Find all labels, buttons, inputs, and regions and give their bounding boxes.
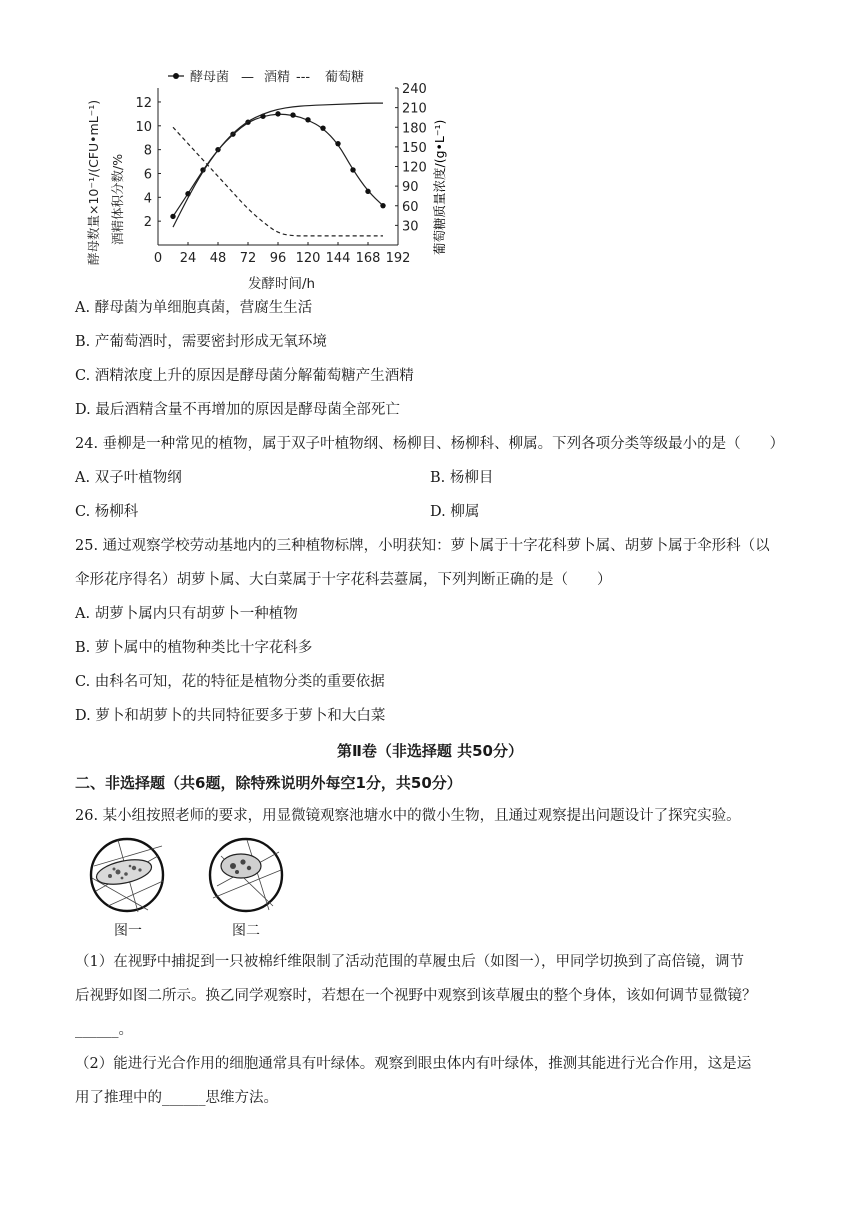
section-title: 第Ⅱ卷（非选择题 共50分） [337,742,523,760]
q24-option-d: D. 柳属 [430,504,480,520]
x-tick-label: 120 [295,251,321,266]
y-label-left-1: 酵母数量×10⁻¹/(CFU•mL⁻¹) [86,99,101,265]
q23-option-b: B. 产葡萄酒时，需要密封形成无氧环境 [75,334,327,350]
y-left-tick-label: 6 [143,167,152,183]
yeast-data-point [290,112,295,117]
x-tick-label: 72 [239,251,257,266]
yeast-data-point [170,214,175,219]
series-line-yeast [173,114,383,216]
q24-stem: 24. 垂柳是一种常见的植物，属于双子叶植物纲、杨柳目、杨柳科、柳属。下列各项分类等级最小的是（ ） [75,436,785,452]
microscope-view-1 [88,836,166,914]
yeast-data-point [320,125,325,130]
figure-1-caption: 图一 [114,923,142,939]
q26-p2-line1: （2）能进行光合作用的细胞通常具有叶绿体。观察到眼虫体内有叶绿体，推测其能进行光合作用，这是运 [75,1056,752,1072]
q26-stem: 26. 某小组按照老师的要求，用显微镜观察池塘水中的微小生物，且通过观察提出问题设计了探究实验。 [75,808,741,824]
y-right-tick-label: 30 [402,219,419,235]
q25-option-c: C. 由科名可知，花的特征是植物分类的重要依据 [75,674,385,690]
fermentation-chart [80,60,430,295]
q24-option-b: B. 杨柳目 [430,470,494,486]
chart-series [170,103,385,236]
legend-glucose: 葡萄糖 [325,70,365,85]
y-left-tick-label: 12 [135,95,152,111]
microscope-view-2 [207,836,285,914]
q26-p2-line2: 用了推理中的______思维方法。 [75,1090,278,1106]
y-label-right-text: 葡萄糖质量浓度/(g•L⁻¹) [432,119,447,255]
x-tick-label: 96 [269,251,287,266]
y-right-tick-label: 150 [402,140,427,156]
y-right-tick-label: 90 [402,180,419,196]
y-label-left-2: 酒精体积分数/% [110,153,125,245]
yeast-data-point [275,111,280,116]
q26-p1-answer-blank: ______。 [75,1022,133,1038]
y-left-ticks [135,96,161,230]
legend-yeast: 酵母菌 [190,70,230,85]
x-tick-label: 24 [179,251,197,266]
y-left-tick-label: 2 [143,215,152,231]
y-right-tick-label: 60 [402,199,419,215]
q25-option-a: A. 胡萝卜属内只有胡萝卜一种植物 [75,606,298,622]
y-left-tick-label: 10 [135,119,152,135]
x-ticks [154,242,411,266]
q25-option-b: B. 萝卜属中的植物种类比十字花科多 [75,640,313,656]
q25-option-d: D. 萝卜和胡萝卜的共同特征要多于萝卜和大白菜 [75,708,386,724]
legend-sep-1: — [241,70,254,85]
x-tick-label: 168 [355,251,381,266]
right-axis-label-box [428,60,460,295]
q23-option-d: D. 最后酒精含量不再增加的原因是酵母菌全部死亡 [75,402,400,418]
chart-legend [168,69,364,85]
series-line-glucose [173,127,383,236]
y-right-ticks [395,82,427,234]
y-right-tick-label: 210 [402,101,427,117]
q24-option-a: A. 双子叶植物纲 [75,470,182,486]
x-tick-label: 144 [325,251,351,266]
q26-p1-line2: 后视野如图二所示。换乙同学观察时，若想在一个视野中观察到该草履虫的整个身体，该如何调节显微镜？ [75,988,757,1004]
y-right-tick-label: 120 [402,160,427,176]
x-tick-label: 192 [385,251,411,266]
series-line-alcohol [173,103,383,227]
y-left-tick-label: 8 [143,143,152,159]
x-tick-label: 48 [209,251,227,266]
yeast-data-point [335,141,340,146]
section-subtitle: 二、非选择题（共6题，除特殊说明外每空1分，共50分） [75,774,462,792]
yeast-data-point [350,167,355,172]
q23-option-a: A. 酵母菌为单细胞真菌，营腐生生活 [75,300,313,316]
yeast-data-point [305,117,310,122]
q25-stem-line2: 伞形花序得名）胡萝卜属、大白菜属于十字花科芸薹属，下列判断正确的是（ ） [75,572,612,588]
figure-2-caption: 图二 [232,923,260,939]
y-left-tick-label: 4 [143,191,152,207]
legend-sep-2: --- [296,70,311,85]
q25-stem-line1: 25. 通过观察学校劳动基地内的三种植物标牌，小明获知：萝卜属于十字花科萝卜属、胡萝卜属于伞形科（以 [75,538,770,554]
x-axis-label: 发酵时间/h [248,276,316,292]
q26-p1-line1: （1）在视野中捕捉到一只被棉纤维限制了活动范围的草履虫后（如图一），甲同学切换到了高倍镜，调节 [75,954,744,970]
legend-alcohol: 酒精 [264,70,291,85]
q24-option-c: C. 杨柳科 [75,504,139,520]
q23-option-c: C. 酒精浓度上升的原因是酵母菌分解葡萄糖产生酒精 [75,368,414,384]
yeast-data-point [380,203,385,208]
x-tick-label: 0 [153,251,163,266]
yeast-data-point [365,189,370,194]
y-right-tick-label: 240 [402,82,427,97]
y-right-tick-label: 180 [402,121,427,137]
